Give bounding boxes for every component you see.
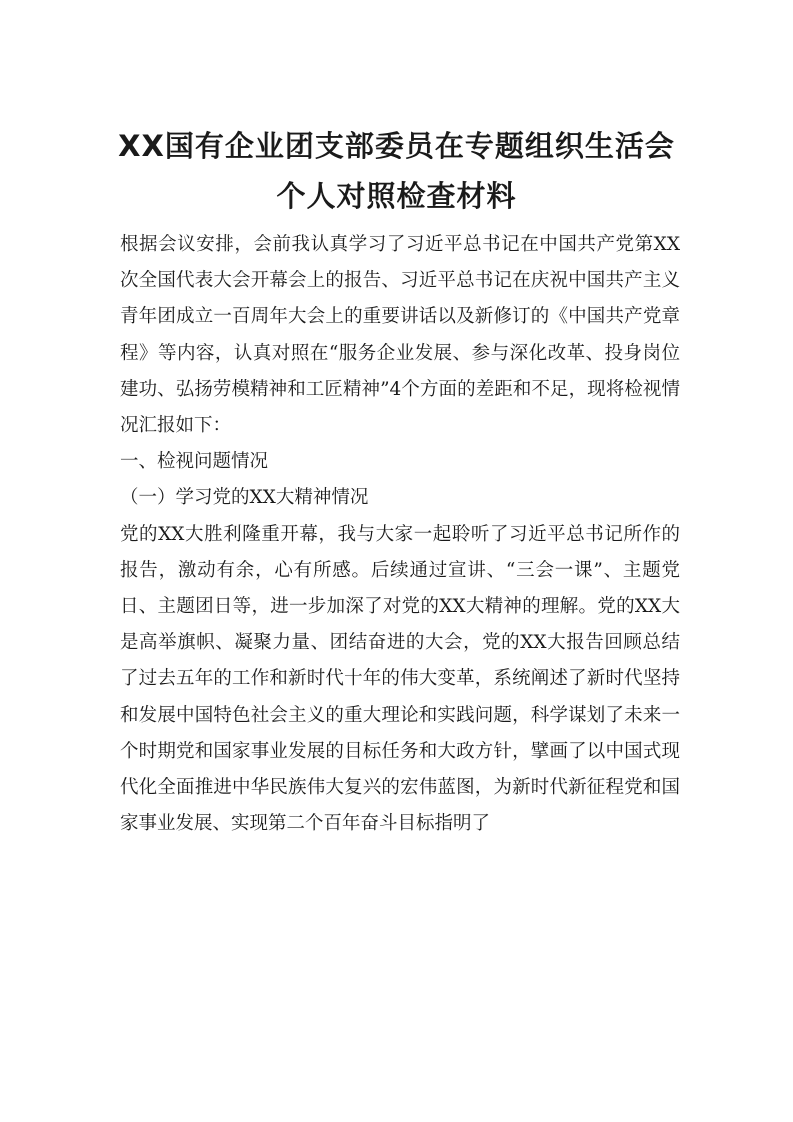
body-paragraph: 党的XX大胜利隆重开幕，我与大家一起聆听了习近平总书记所作的报告，激动有余，心有所感。后续通过宣讲、“三会一课”、主题党日、主题团日等，进一步加深了对党的XX大精神的理解。党的XX大是高举旗帜、凝聚力量、团结奋进的大会，党的XX大报告回顾总结了过去五年的工作和新时代十年的伟大变革，系统阐述了新时代坚持和发展中国特色社会主义的重大理论和实践问题，科学谋划了未来一个时期党和国家事业发展的目标任务和大政方针，擘画了以中国式现代化全面推进中华民族伟大复兴的宏伟蓝图，为新时代新征程党和国家事业发展、实现第二个百年奋斗目标指明了 bbox=[120, 523, 680, 835]
document-body bbox=[120, 227, 680, 842]
document-title-line-1: XX国有企业团支部委员在专题组织生活会 bbox=[118, 129, 675, 163]
intro-paragraph: 根据会议安排，会前我认真学习了习近平总书记在中国共产党第XX次全国代表大会开幕会上的报告、习近平总书记在庆祝中国共产主义青年团成立一百周年大会上的重要讲话以及新修订的《中国共产党章程》等内容，认真对照在“服务企业发展、参与深化改革、投身岗位建功、弘扬劳模精神和工匠精神”4个方面的差距和不足，现将检视情况汇报如下： bbox=[120, 234, 680, 437]
document-title-line-2: 个人对照检查材料 bbox=[276, 179, 517, 213]
section-heading: 一、检视问题情况 bbox=[120, 451, 269, 473]
subsection-heading: （一）学习党的XX大精神情况 bbox=[120, 487, 369, 509]
